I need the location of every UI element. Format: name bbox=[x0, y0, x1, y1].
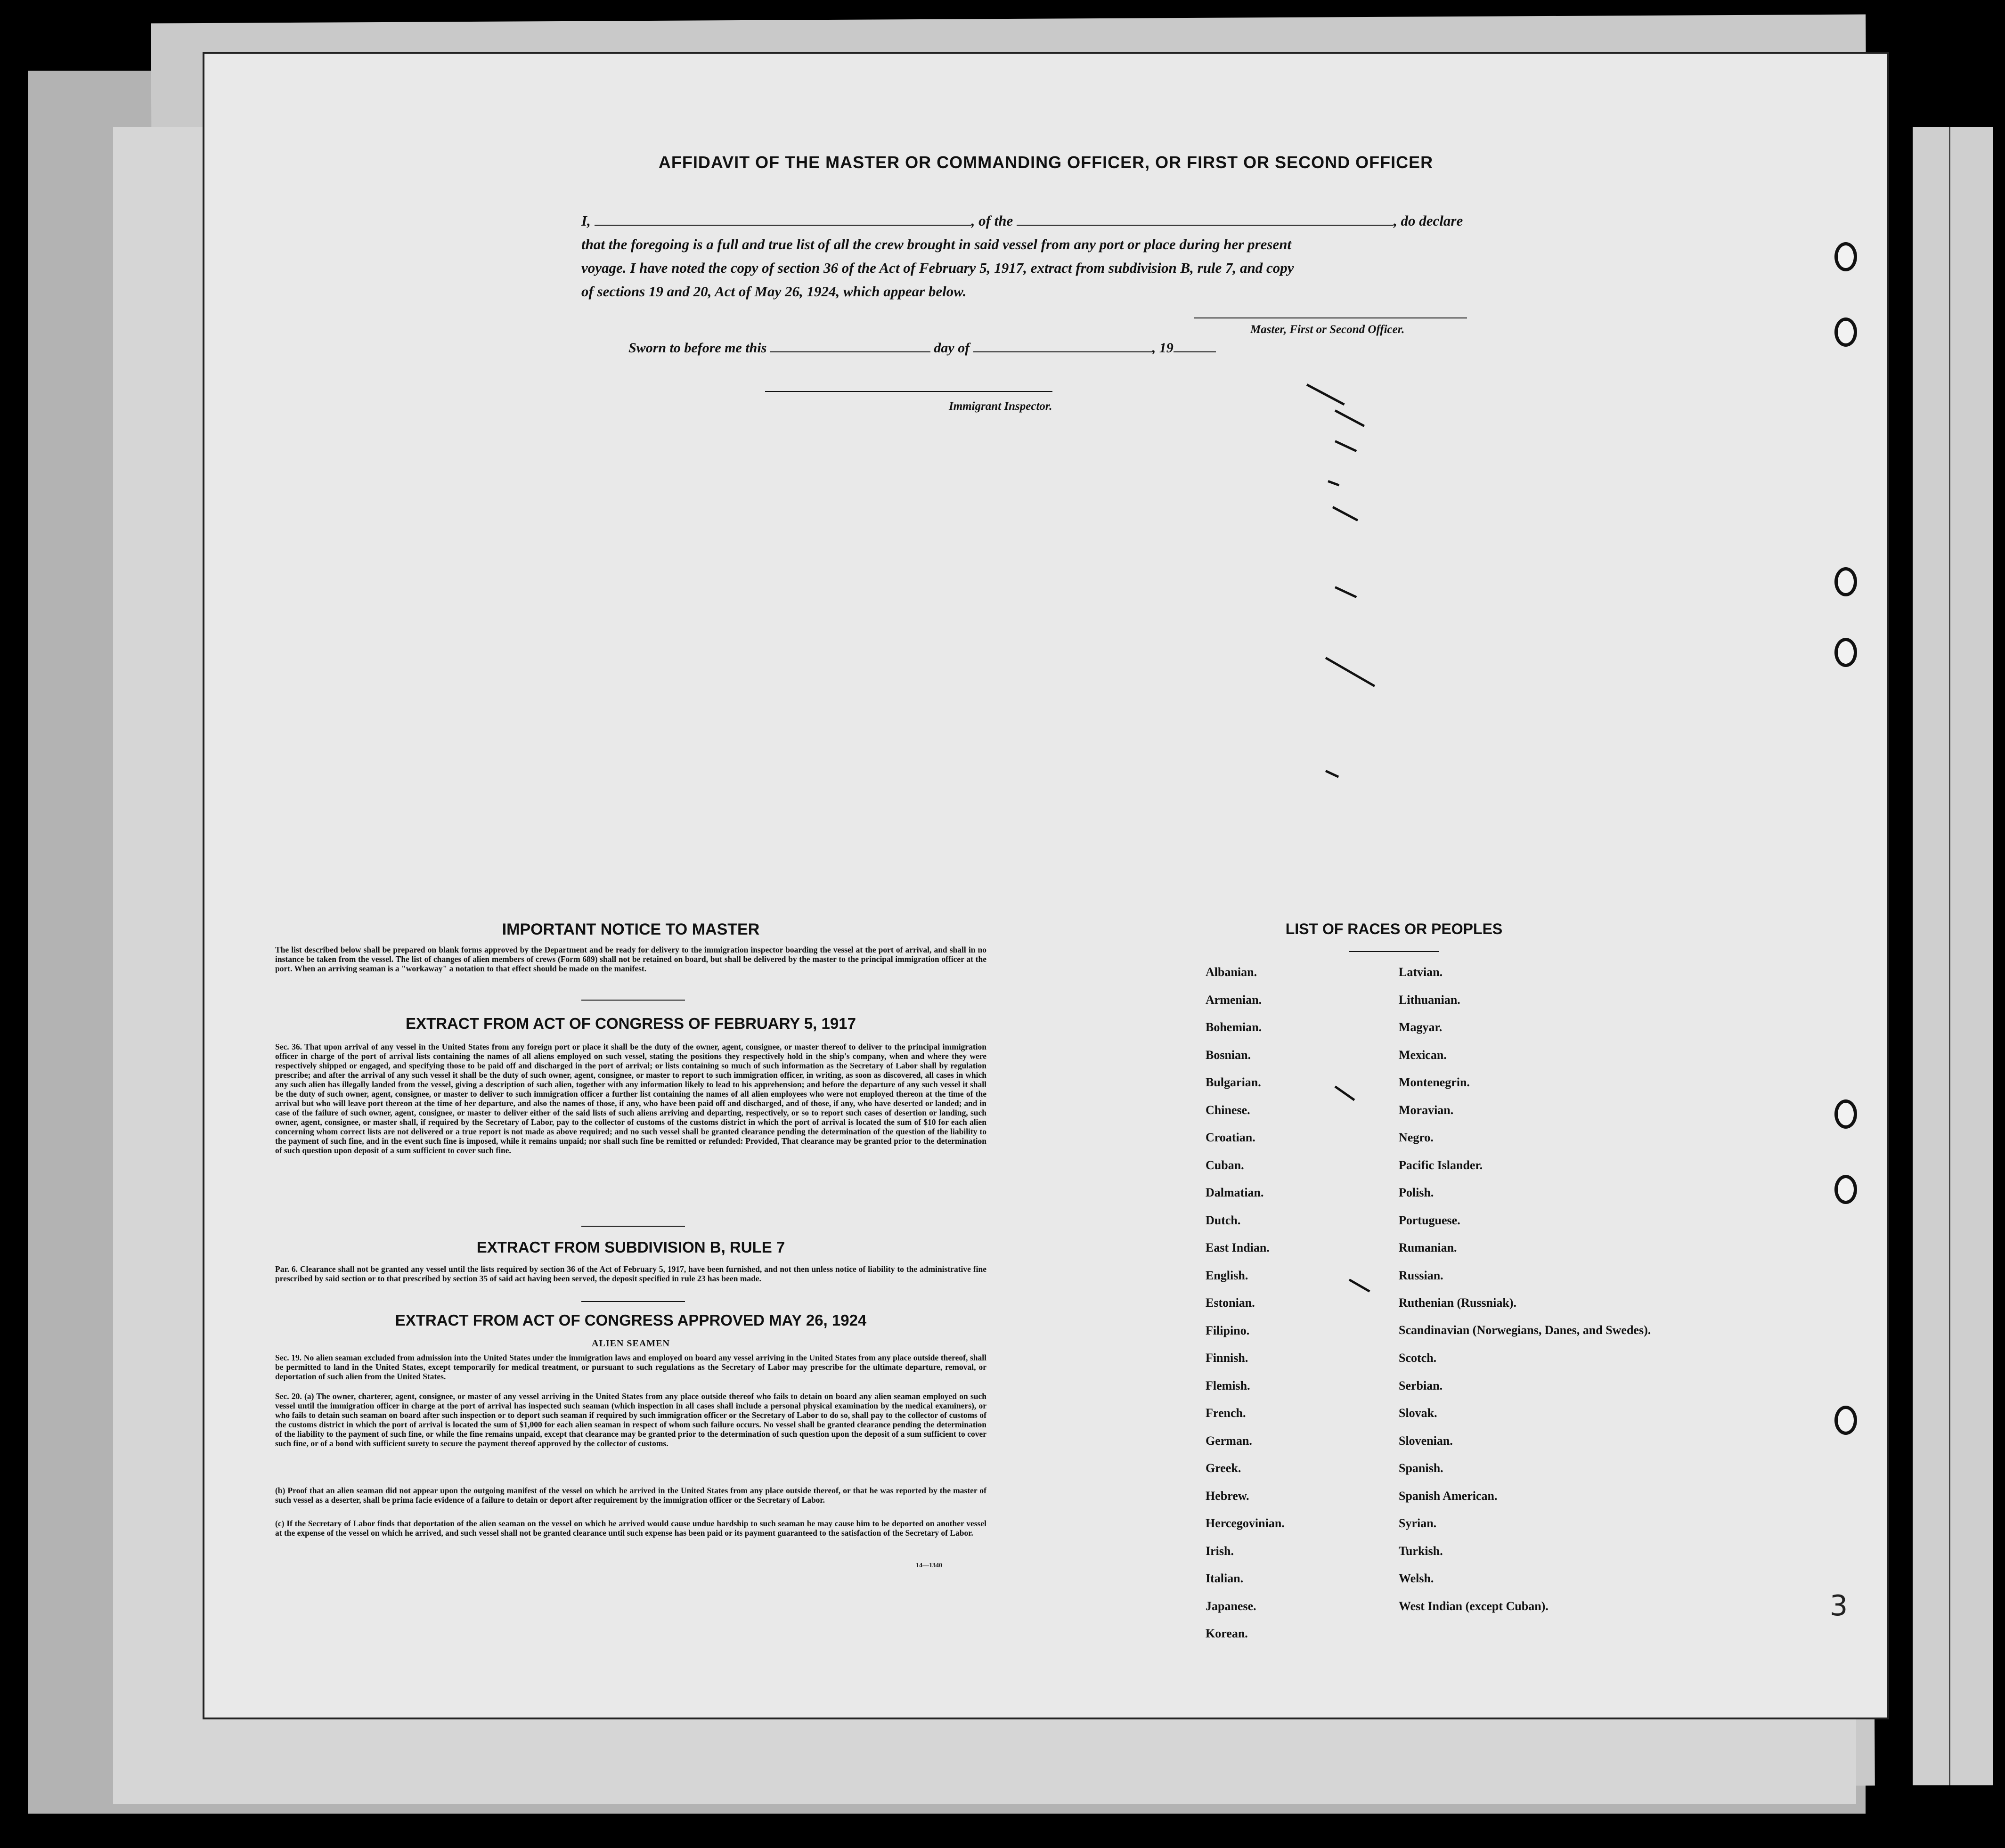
race-item: Magyar. bbox=[1399, 1020, 1443, 1034]
race-item: Dutch. bbox=[1206, 1213, 1241, 1227]
divider bbox=[1349, 951, 1439, 952]
affidavit-title: AFFIDAVIT OF THE MASTER OR COMMANDING OFFICER, OR FIRST OR SECOND OFFICER bbox=[658, 153, 1434, 172]
punch-hole bbox=[1834, 242, 1857, 271]
race-item: Serbian. bbox=[1399, 1378, 1443, 1392]
affidavit-text-line: , of the bbox=[971, 212, 1017, 229]
section-20c-text: (c) If the Secretary of Labor finds that deportation of the alien seaman on the vessel on which he arrived would cause undue hardship to such seaman he may cause him to be deported on another vessel at the expense of the vessel on which he arrived, and such vessel shall not be granted clearance until such expense has been paid or its payment guaranteed to the satisfaction of the Secretary of Labor. bbox=[275, 1519, 986, 1538]
divider bbox=[581, 1226, 685, 1227]
alien-seamen-subheading: ALIEN SEAMEN bbox=[592, 1338, 670, 1349]
race-item: Montenegrin. bbox=[1399, 1075, 1470, 1089]
races-list-right bbox=[1399, 965, 1651, 1627]
race-item: Ruthenian (Russniak). bbox=[1399, 1296, 1516, 1310]
affidavit-text bbox=[581, 209, 1693, 303]
race-item: Filipino. bbox=[1206, 1323, 1250, 1337]
race-item: Cuban. bbox=[1206, 1158, 1244, 1172]
race-item: Bulgarian. bbox=[1206, 1075, 1261, 1089]
race-item: East Indian. bbox=[1206, 1241, 1270, 1254]
divider bbox=[581, 1301, 685, 1302]
ink-mark bbox=[1325, 770, 1339, 778]
race-item: Japanese. bbox=[1206, 1599, 1256, 1613]
race-item: Latvian. bbox=[1399, 965, 1443, 979]
race-item: Russian. bbox=[1399, 1268, 1443, 1282]
ink-mark bbox=[1332, 506, 1358, 521]
ink-mark bbox=[1335, 586, 1357, 598]
race-item: Mexican. bbox=[1399, 1048, 1447, 1062]
notice-text: The list described below shall be prepared on blank forms approved by the Department and be ready for delivery to the immigration inspector boarding the vessel at the port of arrival, and shall in no instance be taken from the vessel. The list of changes of alien members of crews (Form 689) shall not be retained on board, but shall be delivered by the master to the principal immigration officer at the port. When an arriving seaman is a "workaway" a notation to that effect should be made on the manifest. bbox=[275, 945, 986, 973]
race-item: English. bbox=[1206, 1268, 1248, 1282]
race-item: Finnish. bbox=[1206, 1351, 1248, 1365]
sworn-text: day of bbox=[930, 340, 973, 356]
race-item: Lithuanian. bbox=[1399, 993, 1460, 1007]
affidavit-text-line: of sections 19 and 20, Act of May 26, 1924, which appear below. bbox=[581, 283, 967, 300]
race-item: Hebrew. bbox=[1206, 1489, 1249, 1503]
master-signature-label: Master, First or Second Officer. bbox=[1250, 323, 1405, 336]
race-item: Spanish. bbox=[1399, 1461, 1443, 1475]
affidavit-text-line: that the foregoing is a full and true list of all the crew brought in said vessel from any port or place during her present bbox=[581, 236, 1292, 252]
ink-mark bbox=[1349, 1278, 1370, 1292]
race-item: Greek. bbox=[1206, 1461, 1241, 1475]
race-item: French. bbox=[1206, 1406, 1246, 1420]
race-item: Italian. bbox=[1206, 1571, 1244, 1585]
race-item: Negro. bbox=[1399, 1131, 1434, 1144]
sworn-line bbox=[628, 340, 1476, 356]
race-item: Syrian. bbox=[1399, 1516, 1437, 1530]
race-item: Moravian. bbox=[1399, 1103, 1454, 1117]
ink-mark bbox=[1306, 383, 1345, 406]
document-page bbox=[203, 52, 1889, 1719]
race-item: Korean. bbox=[1206, 1627, 1248, 1640]
sworn-text: , 19 bbox=[1152, 340, 1174, 356]
affidavit-text-line: voyage. I have noted the copy of section 36 of the Act of February 5, 1917, extract from subdivision B, rule 7, and copy bbox=[581, 260, 1294, 276]
divider bbox=[581, 1000, 685, 1001]
ink-mark bbox=[1328, 480, 1339, 486]
race-item: Armenian. bbox=[1206, 993, 1262, 1007]
race-item: Rumanian. bbox=[1399, 1241, 1457, 1254]
inspector-signature-line[interactable] bbox=[765, 391, 1052, 392]
race-item: Flemish. bbox=[1206, 1378, 1250, 1392]
master-signature-line[interactable] bbox=[1194, 317, 1467, 318]
punch-hole bbox=[1834, 317, 1857, 347]
race-item: Dalmatian. bbox=[1206, 1186, 1264, 1199]
punch-hole bbox=[1834, 1099, 1857, 1129]
form-number: 14—1340 bbox=[916, 1562, 942, 1569]
race-item: Croatian. bbox=[1206, 1131, 1255, 1144]
name-field[interactable] bbox=[595, 213, 971, 226]
race-item: Slovak. bbox=[1399, 1406, 1437, 1420]
races-list-left bbox=[1206, 965, 1285, 1654]
punch-hole bbox=[1834, 1175, 1857, 1204]
race-item: Chinese. bbox=[1206, 1103, 1250, 1117]
race-item: Slovenian. bbox=[1399, 1433, 1453, 1448]
ink-mark bbox=[1335, 409, 1365, 427]
race-item: Polish. bbox=[1399, 1186, 1434, 1199]
race-item: Bosnian. bbox=[1206, 1048, 1251, 1062]
section-19-text: Sec. 19. No alien seaman excluded from admission into the United States under the immigration laws and employed on board any vessel arriving in the United States from any place outside thereof, shall be permitted to land in the United States, except temporarily for medical treatment, or pursuant to such regulations as the Secretary of Labor may prescribe for the ultimate departure, removal, or deportation of such alien from the United States. bbox=[275, 1353, 986, 1381]
section-20a-text: Sec. 20. (a) The owner, charterer, agent, consignee, or master of any vessel arriving in the United States from any place outside thereof who fails to detain on board any alien seaman employed on such vessel until the immigration officer in charge at the port of arrival has inspected such seaman (which inspection in all cases shall include a personal physical examination by the medical examiners), or who fails to detain such seaman on board after such inspection or to deport such seaman if required by such immigration officer or the Secretary of Labor to do so, shall pay to the collector of customs of the customs district in which the port of arrival is located the sum of $1,000 for each alien seaman in respect of whom such failure occurs. No vessel shall be granted clearance pending the determination of the liability to the payment of such fine, or while the fine remains unpaid, except that clearance may be granted prior to the determination of such question upon the deposit of a sum sufficient to cover such fine, or of a bond with sufficient surety to secure the payment thereof approved by the collector of customs. bbox=[275, 1392, 986, 1448]
punch-hole bbox=[1834, 638, 1857, 667]
ink-mark bbox=[1335, 1085, 1355, 1101]
extract-rule7-heading: EXTRACT FROM SUBDIVISION B, RULE 7 bbox=[476, 1238, 785, 1256]
race-item: Pacific Islander. bbox=[1399, 1158, 1483, 1172]
section-20b-text: (b) Proof that an alien seaman did not appear upon the outgoing manifest of the vessel on which he arrived in the United States from any place outside thereof, or that he was reported by the master of such vessel as a deserter, shall be prima facie evidence of a failure to detain or deport after requirement by the immigration officer or the Secretary of Labor. bbox=[275, 1486, 986, 1505]
extract-1924-heading: EXTRACT FROM ACT OF CONGRESS APPROVED MAY 26, 1924 bbox=[395, 1311, 867, 1329]
affidavit-text-line: I, bbox=[581, 212, 595, 229]
sworn-text: Sworn to before me this bbox=[628, 340, 770, 356]
adjacent-page-strip bbox=[1913, 127, 1993, 1785]
extract-1917-heading: EXTRACT FROM ACT OF CONGRESS OF FEBRUARY 5, 1917 bbox=[406, 1015, 856, 1032]
punch-hole bbox=[1834, 567, 1857, 596]
ink-mark bbox=[1325, 657, 1375, 687]
inspector-signature-label: Immigrant Inspector. bbox=[949, 400, 1052, 413]
notice-heading: IMPORTANT NOTICE TO MASTER bbox=[502, 920, 760, 938]
race-item: West Indian (except Cuban). bbox=[1399, 1599, 1549, 1613]
section-36-text: Sec. 36. That upon arrival of any vessel in the United States from any foreign port or place it shall be the duty of the owner, agent, consignee, or master thereof to deliver to the principal immigration officer in charge of the port of arrival lists containing the names of all aliens employed on such vessel, stating the positions they respectively hold in the ship's company, when and where they were respectively shipped or engaged, and specifying those to be paid off and discharged in the port of arrival; or lists containing so much of such information as the Secretary of Labor shall by regulation prescribe; and after the arrival of any such vessel it shall be the duty of such owner, agent, consignee, or master to report to such immigration officer, in writing, as soon as discovered, all cases in which any such alien has illegally landed from the vessel, giving a description of such alien, together with any information likely to lead to his apprehension; and before the departure of any such vessel it shall be the duty of such owner, agent, consignee, or master to deliver to such immigration officer a further list containing the names of all alien employees who were not employed thereon at the time of the arrival but who will leave port thereon at the time of her departure, and also the names of those, if any, who have been paid off and discharged, and of those, if any, who have deserted or landed; and in case of the failure of such owner, agent, consignee, or master to deliver either of the said lists of such aliens arriving and departing, respectively, or so to report such cases of desertion or landing, such owner, agent, consignee, or master shall, if required by the Secretary of Labor, pay to the collector of customs of the customs district in which the port of arrival is located the sum of $10 for each alien concerning whom correct lists are not delivered or a true report is not made as above required; and no such vessel shall be granted clearance pending the determination of the question of the liability to the payment of such fine, and in the event such fine is imposed, while it remains unpaid; nor shall such fine be remitted or refunded: Provided, That clearance may be granted prior to the determination of such question upon deposit of a sum sufficient to cover such fine. bbox=[275, 1042, 986, 1155]
par-6-text: Par. 6. Clearance shall not be granted any vessel until the lists required by section 36 of the Act of February 5, 1917, have been furnished, and not then unless notice of liability to the administrative fine prescribed by said section or to that prescribed by section 35 of said act having been served, the deposit specified in rule 23 has been made. bbox=[275, 1264, 986, 1283]
race-item: Scandinavian (Norwegians, Danes, and Swedes). bbox=[1399, 1323, 1651, 1337]
vessel-field[interactable] bbox=[1017, 213, 1394, 226]
race-item: Bohemian. bbox=[1206, 1020, 1262, 1034]
affidavit-text-line: , do declare bbox=[1394, 212, 1463, 229]
race-item: Spanish American. bbox=[1399, 1489, 1498, 1503]
sworn-year-field[interactable] bbox=[1174, 340, 1216, 352]
race-item: Scotch. bbox=[1399, 1351, 1437, 1365]
race-item: Welsh. bbox=[1399, 1571, 1434, 1585]
races-heading: LIST OF RACES OR PEOPLES bbox=[1285, 920, 1503, 937]
race-item: Portuguese. bbox=[1399, 1213, 1460, 1227]
sworn-day-field[interactable] bbox=[770, 340, 930, 352]
race-item: Estonian. bbox=[1206, 1296, 1255, 1310]
sworn-month-field[interactable] bbox=[973, 340, 1152, 352]
race-item: Turkish. bbox=[1399, 1544, 1443, 1558]
page-number: 3 bbox=[1830, 1589, 1848, 1622]
race-item: German. bbox=[1206, 1433, 1252, 1448]
punch-hole bbox=[1834, 1406, 1857, 1435]
race-item: Albanian. bbox=[1206, 965, 1257, 979]
race-item: Hercegovinian. bbox=[1206, 1516, 1285, 1530]
ink-mark bbox=[1335, 440, 1357, 452]
race-item: Irish. bbox=[1206, 1544, 1234, 1558]
